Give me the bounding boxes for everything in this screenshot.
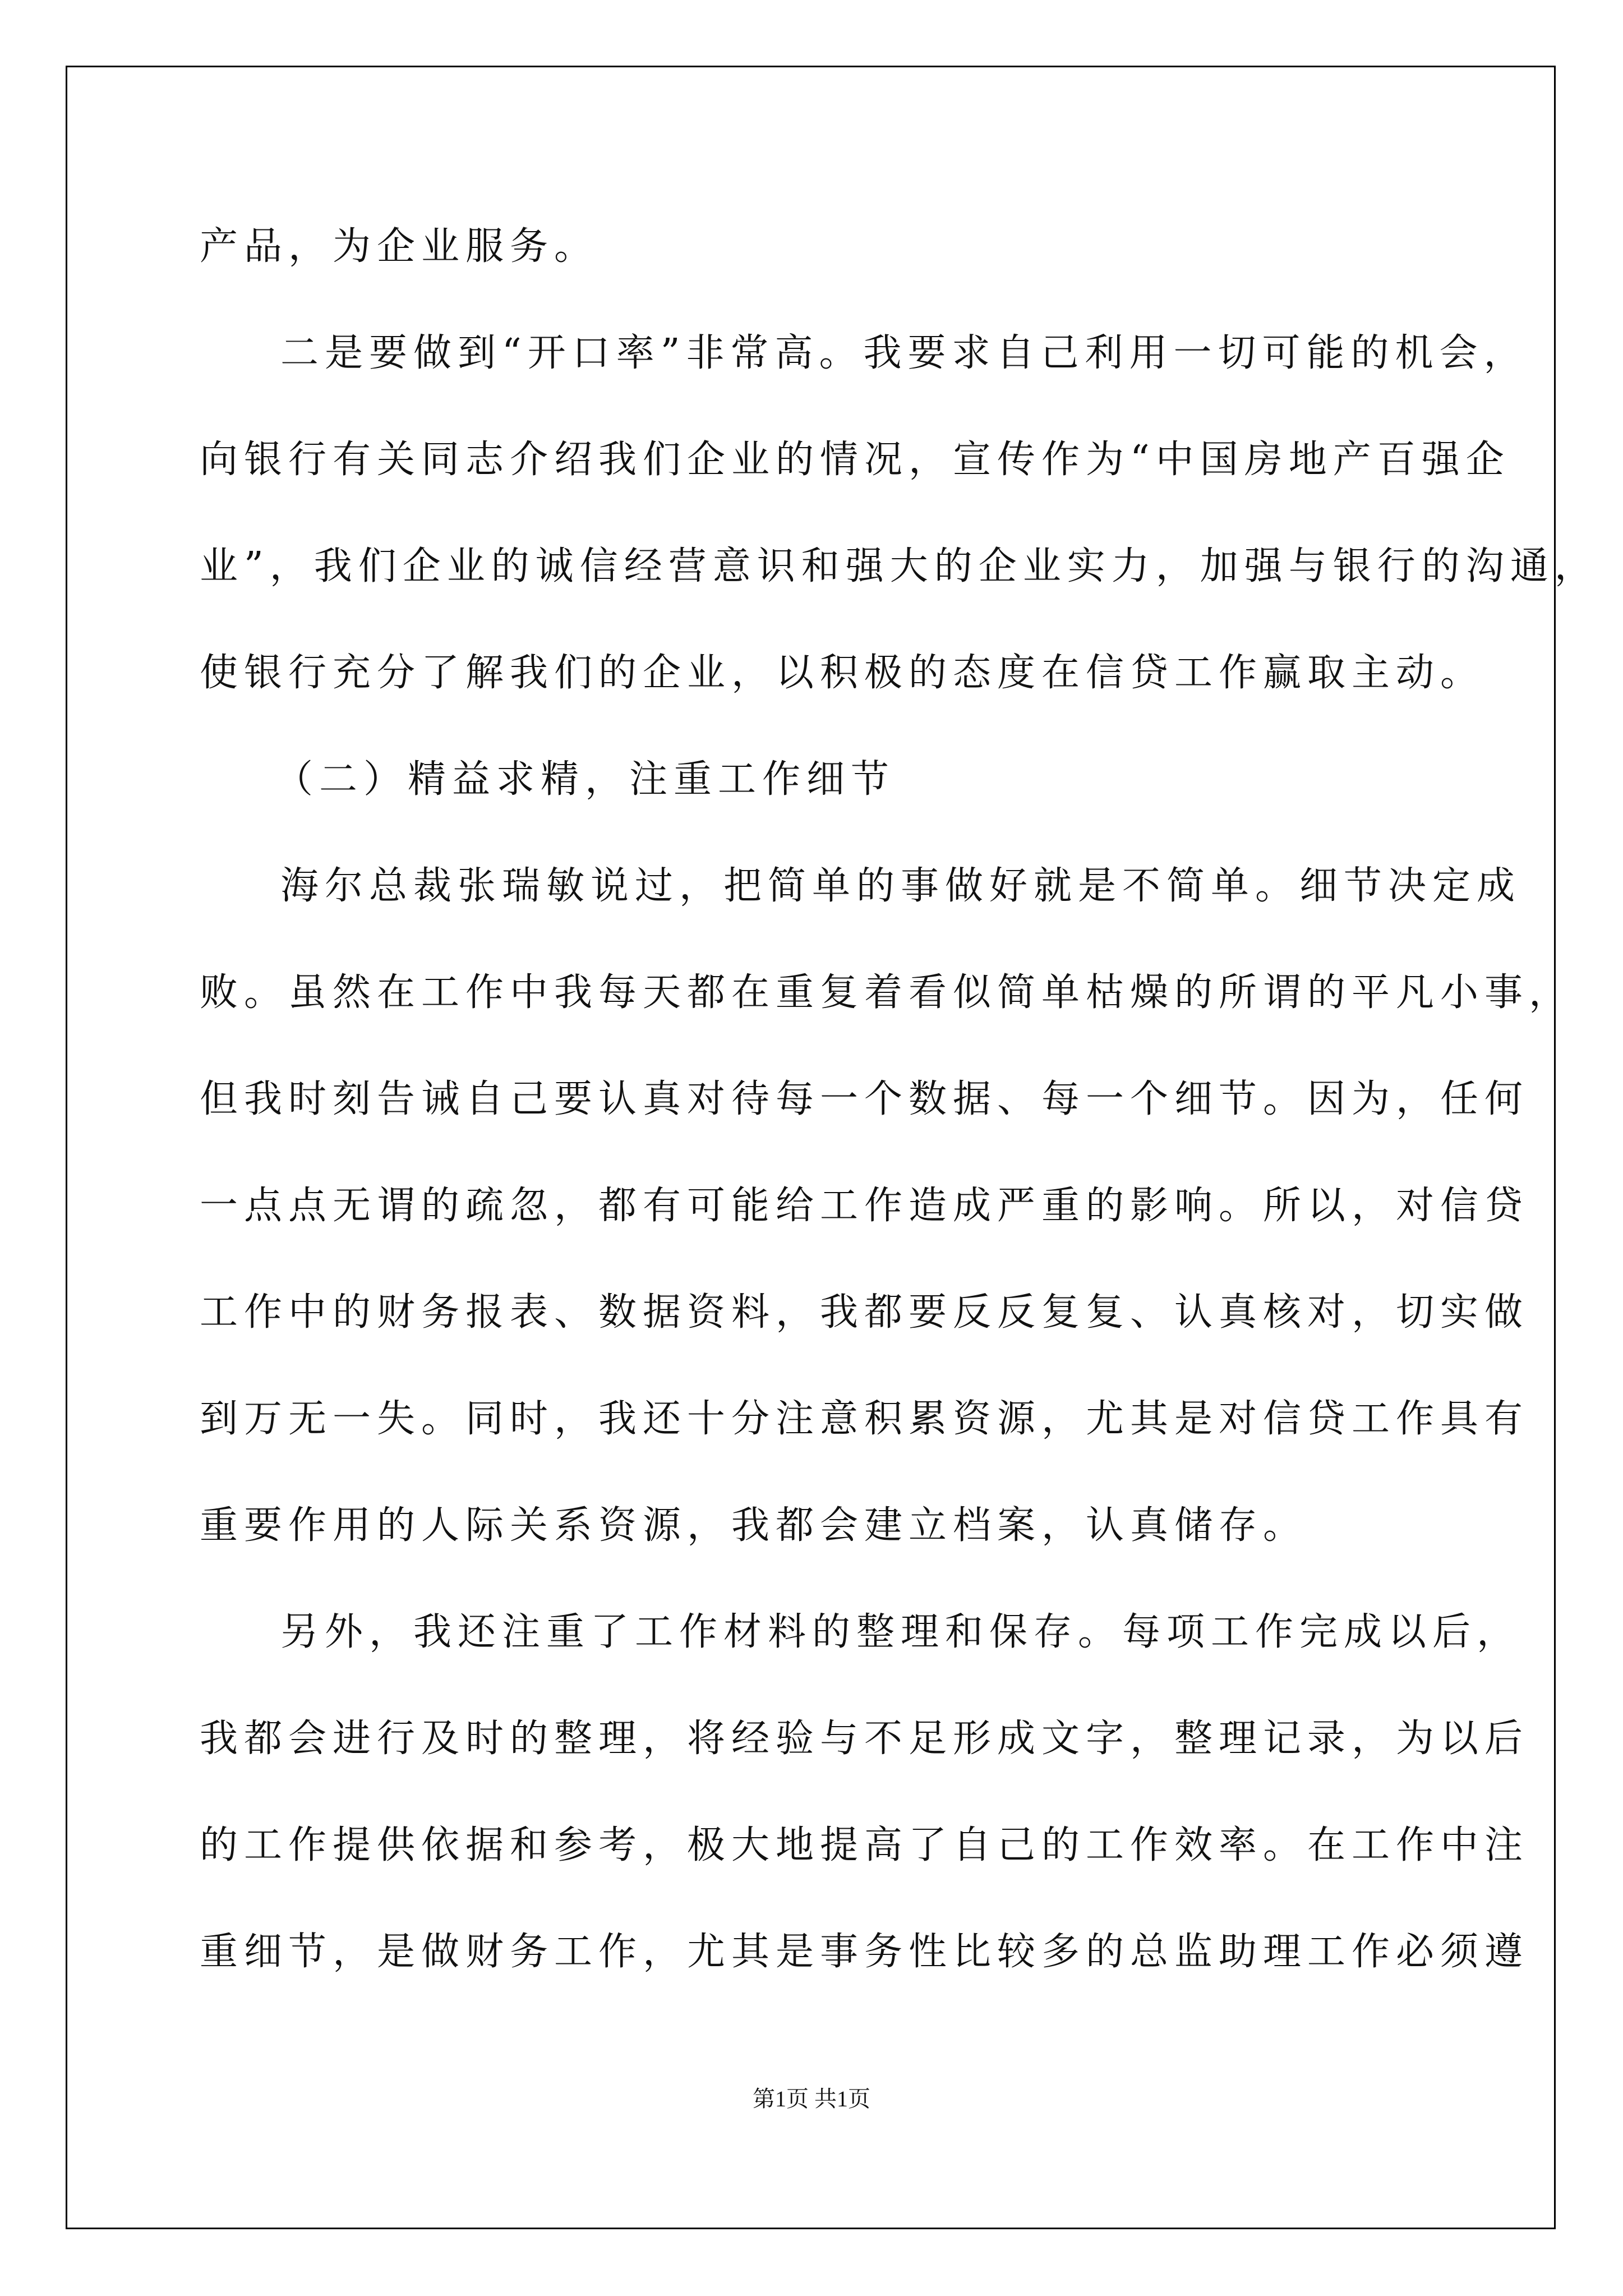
- text-line: 败。虽然在工作中我每天都在重复着看似简单枯燥的所谓的平凡小事，: [200, 970, 1574, 1015]
- page-number-footer: 第1页 共1页: [753, 2086, 870, 2111]
- text-line: 另外，我还注重了工作材料的整理和保存。每项工作完成以后，: [280, 1610, 1521, 1654]
- text-line: 但我时刻告诫自己要认真对待每一个数据、每一个细节。因为，任何: [200, 1077, 1529, 1121]
- text-line: 使银行充分了解我们的企业，以积极的态度在信贷工作赢取主动。: [200, 651, 1485, 695]
- text-line: 海尔总裁张瑞敏说过，把简单的事做好就是不简单。细节决定成: [280, 864, 1521, 908]
- page-border: [66, 66, 1599, 2229]
- text-line: 向银行有关同志介绍我们企业的情况，宣传作为“中国房地产百强企: [200, 438, 1510, 482]
- text-line: 我都会进行及时的整理，将经验与不足形成文字，整理记录，为以后: [200, 1717, 1529, 1761]
- text-line: 产品，为企业服务。: [200, 224, 599, 269]
- text-line: 一点点无谓的疏忽，都有可能给工作造成严重的影响。所以，对信贷: [200, 1184, 1529, 1228]
- text-line: 到万无一失。同时，我还十分注意积累资源，尤其是对信贷工作具有: [200, 1397, 1529, 1441]
- text-line: 的工作提供依据和参考，极大地提高了自己的工作效率。在工作中注: [200, 1823, 1529, 1867]
- text-line: 业”，我们企业的诚信经营意识和强大的企业实力，加强与银行的沟通，: [200, 544, 1599, 588]
- text-line: 二是要做到“开口率”非常高。我要求自己利用一切可能的机会，: [280, 331, 1528, 375]
- section-heading: （二）精益求精，注重工作细节: [275, 757, 896, 802]
- text-line: 工作中的财务报表、数据资料，我都要反反复复、认真核对，切实做: [200, 1290, 1529, 1335]
- text-line: 重要作用的人际关系资源，我都会建立档案，认真储存。: [200, 1503, 1308, 1548]
- text-line: 重细节，是做财务工作，尤其是事务性比较多的总监助理工作必须遵: [200, 1930, 1529, 1974]
